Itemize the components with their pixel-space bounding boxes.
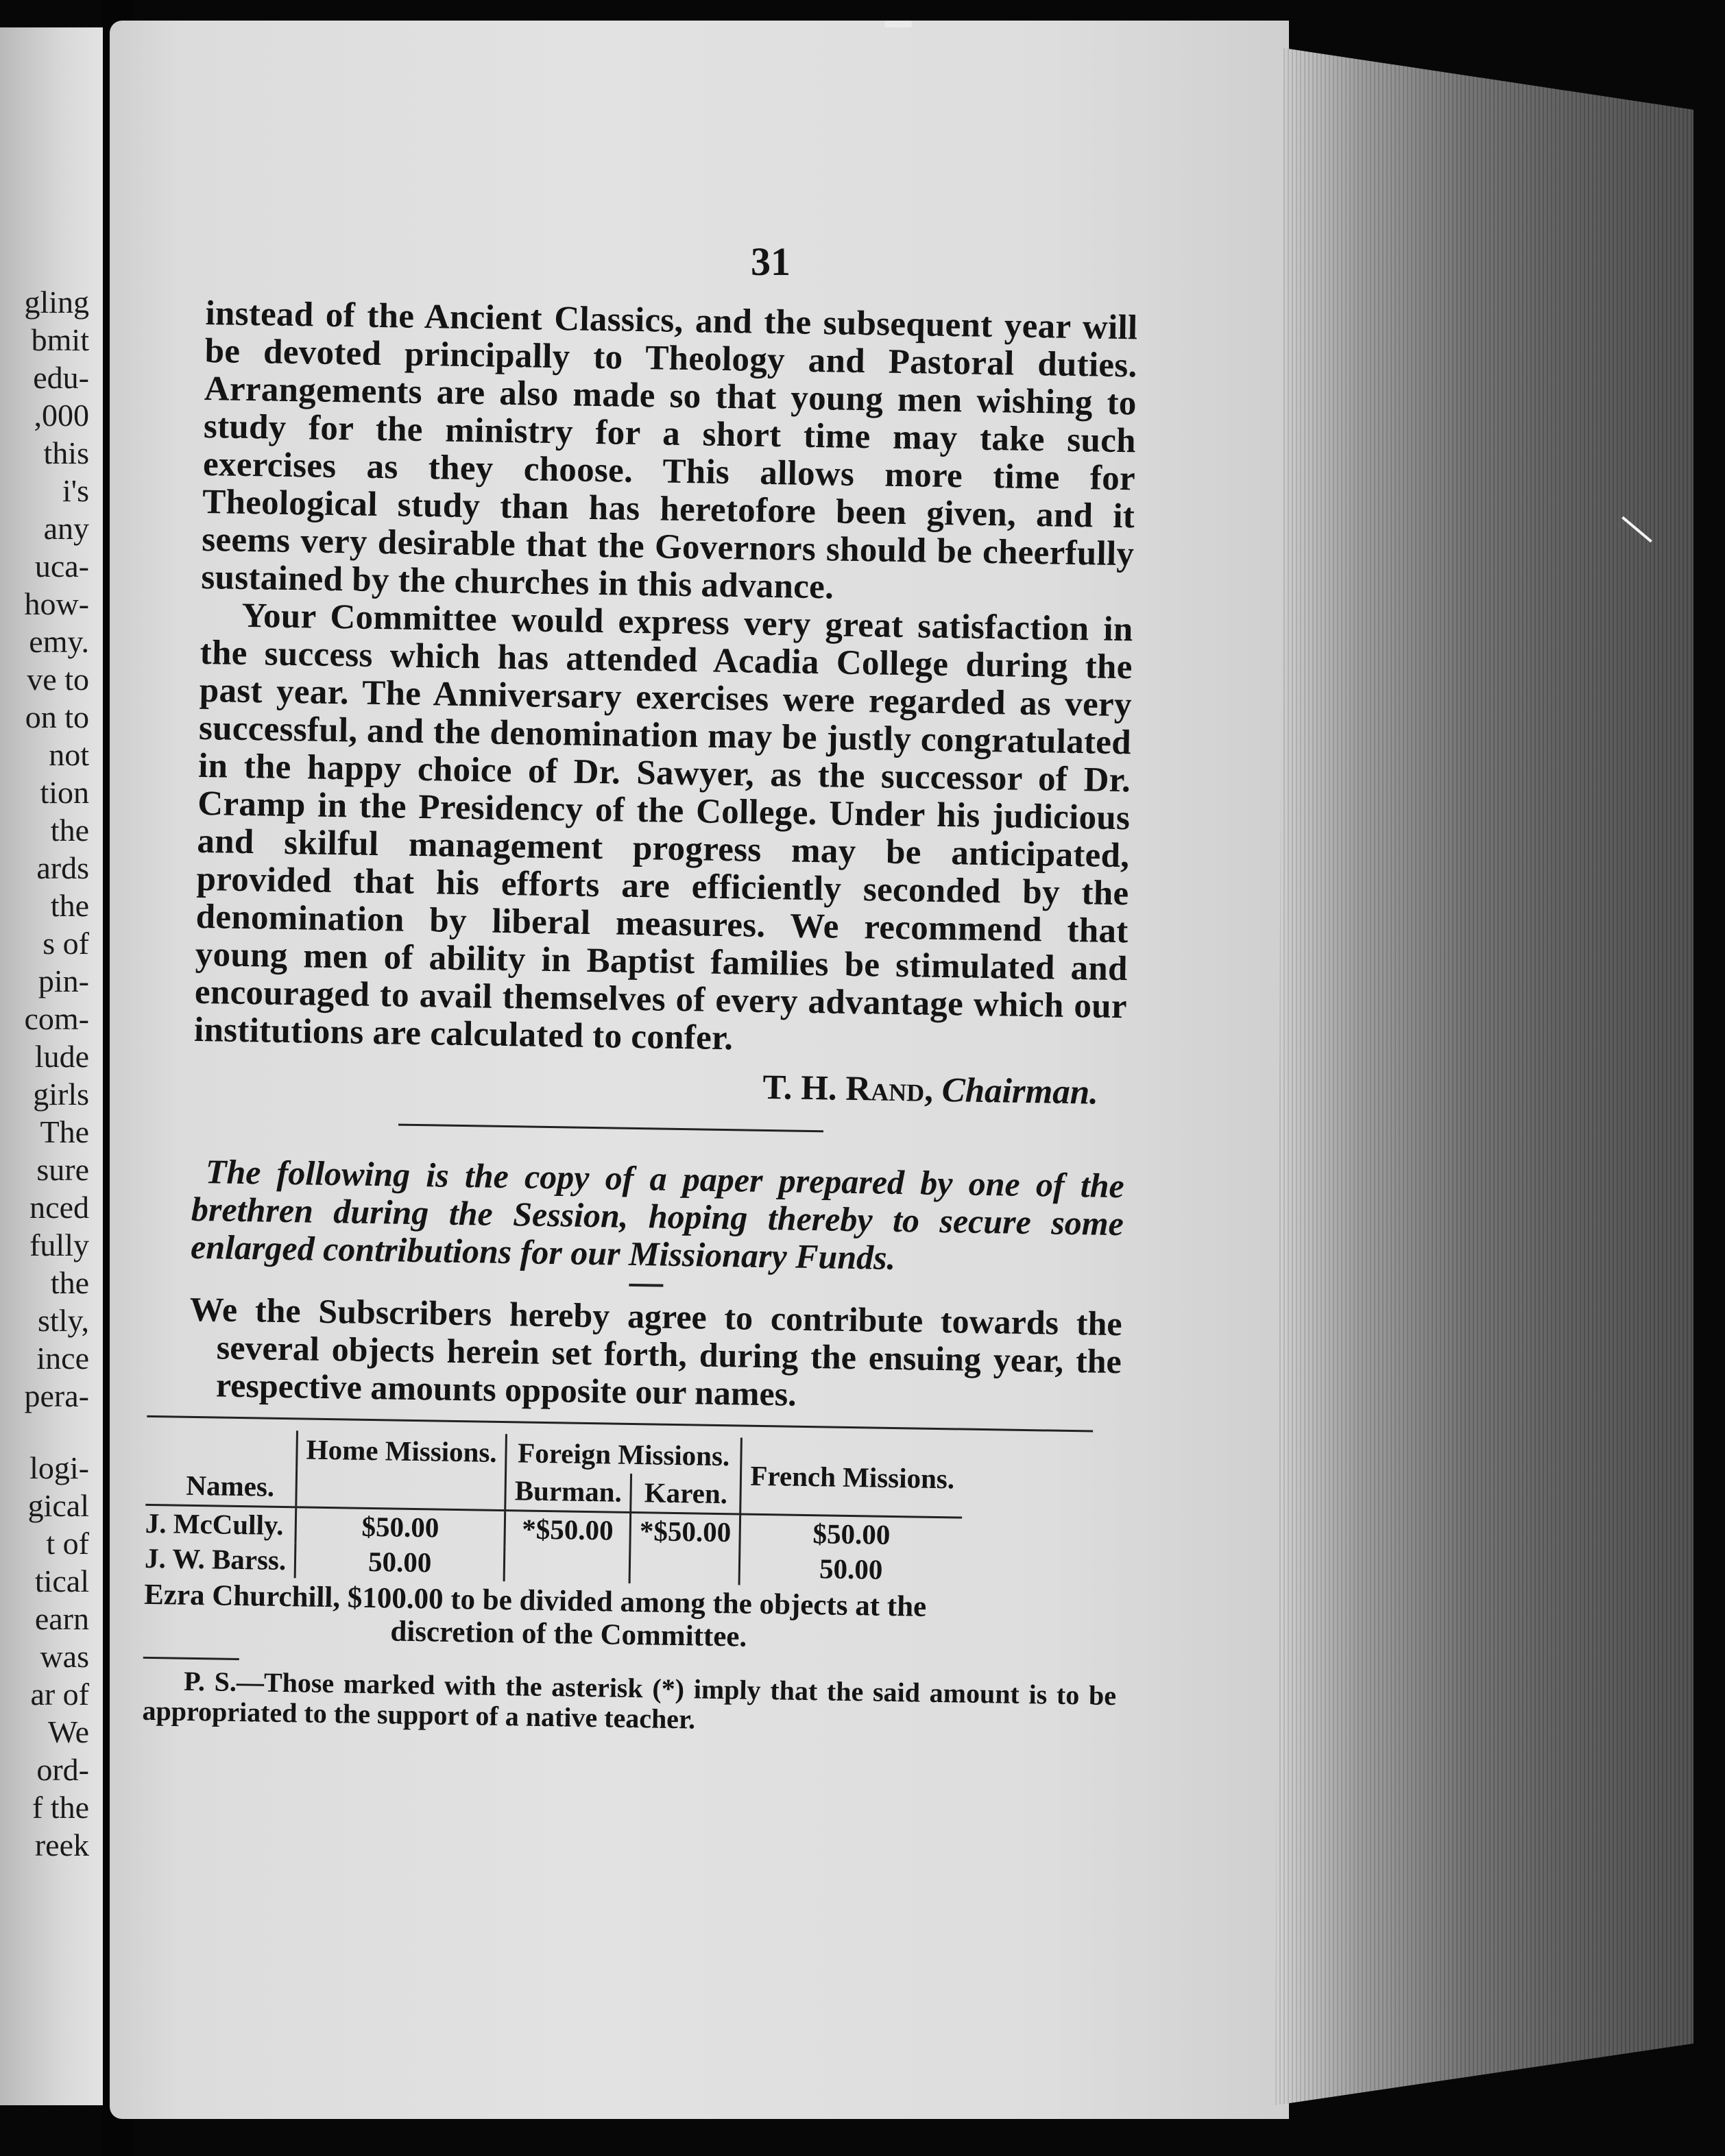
left-page-fragment: pera- [24, 1378, 89, 1413]
row-home: 50.00 [295, 1544, 505, 1582]
row-karen [629, 1548, 740, 1585]
row-burman: *$50.00 [505, 1511, 631, 1548]
left-page-fragment: ,000 [34, 398, 89, 433]
left-page-fragment: the [50, 888, 89, 923]
short-dash [629, 1284, 663, 1287]
left-page-fragment: t of [46, 1526, 89, 1561]
postscript: P. S.—Those marked with the asterisk (*) imply that the said amount is to be appropriated to the support of a native teacher. [142, 1666, 1117, 1735]
page-text-block [142, 294, 1138, 1741]
ezra-line-text: Ezra Churchill, $100.00 to be divided among the objects at the [143, 1579, 927, 1624]
row-burman [504, 1546, 630, 1583]
italic-intro: The following is the copy of a paper prepared by one of the brethren during the Session, hoping thereby to secure some enlarged contributions for our Missionary Funds. [190, 1152, 1125, 1277]
left-page-fragment: not [49, 737, 89, 772]
left-page-fragment: f the [32, 1790, 89, 1825]
paragraph-classics: instead of the Ancient Classics, and the subsequent year will be devoted principally to Theology and Pastoral duties. Arrangements are also made so that young men wishing to study for the ministry for a short time may take such exercises as they choose. This allows more time for Theological study than has heretofore been given, and it seems very desirable that the Governors should be cheerfully sustained by the churches in this advance. [201, 294, 1138, 607]
signature-role: Chairman. [941, 1071, 1099, 1112]
left-page-fragment: the [50, 813, 89, 848]
subscribers-text: We the Subscribers hereby agree to contribute towards the several objects herein set forth, during the ensuing year, the respective amounts opposite our names. [189, 1289, 1123, 1413]
left-page-fragment: bmit [31, 322, 89, 357]
left-facing-page [0, 27, 103, 2105]
left-page-fragment: fully [29, 1227, 89, 1262]
left-page-fragment: ve to [27, 662, 89, 697]
left-page-fragment: gical [27, 1488, 89, 1523]
left-page-fragment: stly, [38, 1303, 89, 1338]
left-page-fragment: The [40, 1114, 89, 1149]
left-page-fragment: edu- [33, 360, 89, 395]
ezra-line-continuation: discretion of the Committee. [390, 1615, 747, 1654]
scan-tab [884, 21, 912, 27]
left-page-fragment: uca- [34, 549, 89, 584]
row-name: J. McCully. [145, 1507, 284, 1542]
row-home: $50.00 [295, 1508, 505, 1546]
header-burman: Burman. [505, 1472, 631, 1511]
row-french: 50.00 [739, 1550, 961, 1589]
left-page-fragment: logi- [29, 1450, 89, 1485]
header-foreign-missions: Foreign Missions. [506, 1434, 742, 1475]
page-number: 31 [751, 239, 791, 284]
left-page-fragment: tical [34, 1564, 89, 1598]
left-page-fragment: any [43, 511, 89, 546]
ezra-churchill-line [143, 1579, 1118, 1660]
left-page-fragment: earn [34, 1601, 89, 1636]
left-page-fragment: lude [34, 1039, 89, 1074]
header-home-missions: Home Missions. [296, 1430, 507, 1509]
left-page-fragment: gling [24, 285, 89, 320]
header-karen: Karen. [631, 1474, 741, 1513]
left-page-fragment: reek [34, 1828, 89, 1862]
left-page-fragment: s of [43, 926, 89, 961]
row-karen: *$50.00 [630, 1513, 740, 1550]
table-top-rule [147, 1415, 1093, 1433]
signature-name: T. H. Rand, [762, 1068, 934, 1110]
left-page-fragment: tion [40, 775, 89, 810]
left-page-fragment: sure [36, 1152, 89, 1187]
row-name: J. W. Barss. [144, 1542, 287, 1577]
book-page [110, 21, 1289, 2119]
left-page-fragment: ar of [30, 1677, 89, 1712]
header-names: Names. [186, 1469, 275, 1502]
left-page-fragment: the [50, 1265, 89, 1300]
section-divider [398, 1124, 823, 1133]
left-page-fragment: how- [24, 586, 89, 621]
left-page-fragment: was [40, 1639, 89, 1674]
left-page-fragment: We [47, 1714, 89, 1749]
left-page-fragment: com- [24, 1001, 89, 1036]
row-french: $50.00 [740, 1516, 962, 1554]
subscription-table [145, 1428, 963, 1589]
book-fore-edge [1275, 48, 1693, 2105]
postscript-rule [143, 1657, 239, 1660]
left-page-fragment: this [43, 435, 89, 470]
left-page-fragment: pin- [38, 963, 89, 998]
signature [193, 1059, 1099, 1113]
left-page-fragment: ince [36, 1341, 89, 1376]
left-page-fragment: ards [36, 850, 89, 885]
left-page-fragment: i's [62, 473, 89, 508]
left-page-fragment: on to [25, 699, 89, 734]
left-page-fragment: girls [33, 1077, 89, 1112]
left-page-fragment: ord- [36, 1752, 89, 1787]
left-page-fragment: emy. [29, 624, 89, 659]
left-page-fragment: nced [29, 1190, 89, 1225]
paragraph-committee: Your Committee would express very great satisfaction in the success which has attended Acadia College during the past year. The Anniversary exercises were regarded as very successful, and the denomination may be justly congratulated in the happy choice of Dr. Sawyer, as the successor of Dr. Cramp in the Presidency of the College. Under his judicious and skilful management progress may be anticipated, provided that his efforts are efficiently seconded by the denomination by liberal measures. We recommend that young men of ability in Baptist families be stimulated and encouraged to avail themselves of every advantage which our institutions are calculated to confer. [193, 596, 1133, 1058]
header-french-missions: French Missions. [740, 1437, 963, 1516]
